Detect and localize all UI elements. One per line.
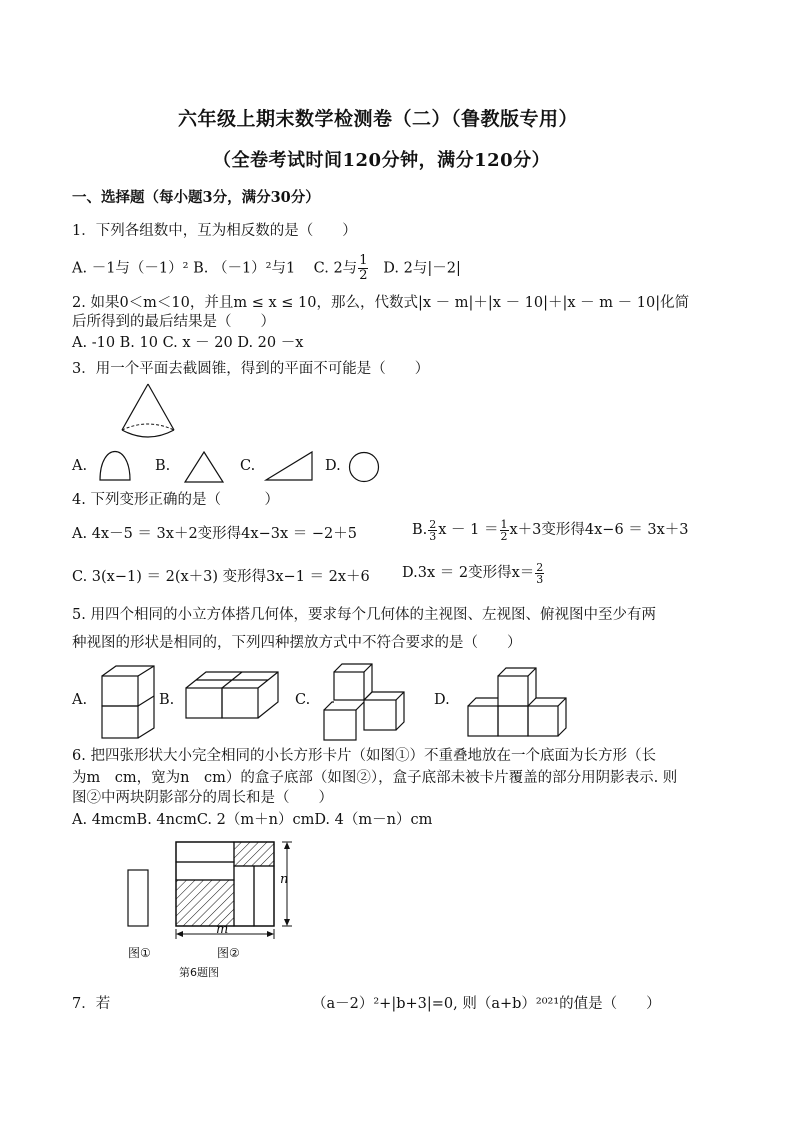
cube-stack-b-figure: [184, 668, 280, 720]
q4-option-d-text: D.3x ＝ 2变形得x＝: [402, 565, 535, 581]
question-1-stem: 1．下列各组数中，互为相反数的是（ ）: [72, 223, 357, 239]
circle-shape: [348, 451, 380, 483]
q5-option-c-label: C.: [295, 692, 311, 708]
q1-option-c-label: C.: [313, 260, 329, 277]
q1-option-d-label: D.: [383, 260, 400, 277]
q1-option-c-fraction: [358, 254, 368, 283]
question-2-line-1: 2. 如果0＜m＜10，并且m ≤ x ≤ 10，那么，代数式|x － m|＋|x － 10|＋|x － m － 10|化简: [72, 295, 690, 311]
question-7-stem: （a－2）²+|b+3|=0, 则（a+b）²⁰²¹的值是（ ）: [312, 996, 661, 1012]
q4-option-b-fraction-1: [428, 519, 437, 542]
q1-option-a: －1与（－1）²: [91, 260, 189, 277]
fraction-numerator: 1: [500, 517, 508, 531]
fraction-numerator: 1: [359, 253, 368, 268]
fraction-numerator: 2: [536, 560, 544, 574]
fraction-denominator: 3: [429, 529, 437, 543]
q3-option-b-label: B.: [155, 458, 171, 474]
q4-option-b-end: x＋3变形得4x−6 ＝ 3x＋3: [509, 522, 689, 538]
question-7-prefix: 7．若: [72, 996, 111, 1012]
page-subtitle: （全卷考试时间120分钟，满分120分）: [213, 150, 551, 171]
question-1-options: [72, 254, 461, 283]
q4-option-c: C. 3(x−1) ＝ 2(x＋3) 变形得3x−1 ＝ 2x＋6: [72, 569, 370, 585]
q4-option-a: A. 4x－5 ＝ 3x＋2变形得4x−3x ＝ −2＋5: [72, 526, 357, 542]
question-5-line-2: 种视图的形状是相同的，下列四种摆放方式中不符合要求的是（ ）: [72, 635, 522, 651]
dimension-label-m: m: [216, 922, 229, 937]
question-6-line-2: 为m cm，宽为n cm）的盒子底部（如图②），盒子底部未被卡片覆盖的部分用阴影表示. 则: [72, 770, 678, 786]
figure-2-label: 图②: [217, 946, 240, 960]
q1-option-a-label: A.: [72, 260, 88, 277]
fraction-denominator: 3: [536, 572, 544, 586]
question-2-options: A. -10 B. 10 C. x － 20 D. 20 －x: [72, 335, 304, 351]
horizontal-card-2: [176, 862, 234, 880]
cone-figure: [118, 382, 178, 442]
q4-option-d: [402, 561, 545, 585]
fraction-denominator: 2: [500, 529, 508, 543]
q4-option-b-middle: x － 1 ＝: [438, 522, 499, 538]
shaded-region-top-right: [234, 842, 274, 866]
q5-option-b-label: B.: [159, 692, 175, 708]
question-2-line-2: 后所得到的最后结果是（ ）: [72, 314, 275, 330]
q1-option-b: （－1）²与1: [212, 260, 296, 277]
page-title: 六年级上期末数学检测卷（二）（鲁教版专用）: [178, 108, 579, 130]
question-6-line-3: 图②中两块阴影部分的周长和是（ ）: [72, 790, 333, 806]
card-figure-1: [128, 870, 148, 926]
q3-option-a-label: A.: [72, 458, 88, 474]
question-6-line-1: 6. 把四张形状大小完全相同的小长方形卡片（如图①）不重叠地放在一个底面为长方形（长: [72, 748, 656, 764]
q1-option-c-text: 2与: [333, 260, 358, 277]
fraction-denominator: 2: [359, 268, 368, 283]
figure-1-label: 图①: [128, 946, 151, 960]
q3-option-c-label: C.: [240, 458, 256, 474]
q5-option-a-label: A.: [72, 692, 88, 708]
q4-option-b-fraction-2: [500, 519, 509, 542]
q4-option-b: [412, 518, 689, 542]
q3-option-d-label: D.: [325, 458, 341, 474]
q5-option-d-label: D.: [434, 692, 450, 708]
cube-stack-c-figure: [320, 660, 410, 742]
shaded-region-left: [176, 880, 234, 926]
parabolic-section-shape: [98, 448, 132, 482]
question-5-line-1: 5. 用四个相同的小立方体搭几何体，要求每个几何体的主视图、左视图、俯视图中至少有两: [72, 607, 656, 623]
vertical-card-1: [234, 866, 254, 926]
question-3-stem: 3．用一个平面去截圆锥，得到的平面不可能是（ ）: [72, 361, 430, 377]
horizontal-card-1: [176, 842, 234, 862]
q4-option-b-label: B.: [412, 522, 428, 538]
vertical-card-2: [254, 866, 274, 926]
right-triangle-shape: [264, 450, 314, 482]
cube-stack-d-figure: [466, 664, 572, 738]
fraction-numerator: 2: [429, 517, 437, 531]
cube-stack-a-figure: [100, 664, 160, 740]
question-4-stem: 4. 下列变形正确的是（ ）: [72, 492, 279, 508]
triangle-shape: [183, 450, 225, 484]
q4-option-d-fraction: [535, 562, 544, 585]
q1-option-b-label: B.: [193, 260, 209, 277]
question-6-options: A. 4mcmB. 4ncmC. 2（m＋n）cmD. 4（m－n）cm: [72, 812, 433, 828]
q1-option-d: 2与|－2|: [403, 260, 461, 277]
figure-6-caption: 第6题图: [179, 966, 219, 979]
dimension-label-n: n: [280, 872, 289, 887]
section-heading-choice: 一、选择题（每小题3分，满分30分）: [72, 189, 320, 206]
